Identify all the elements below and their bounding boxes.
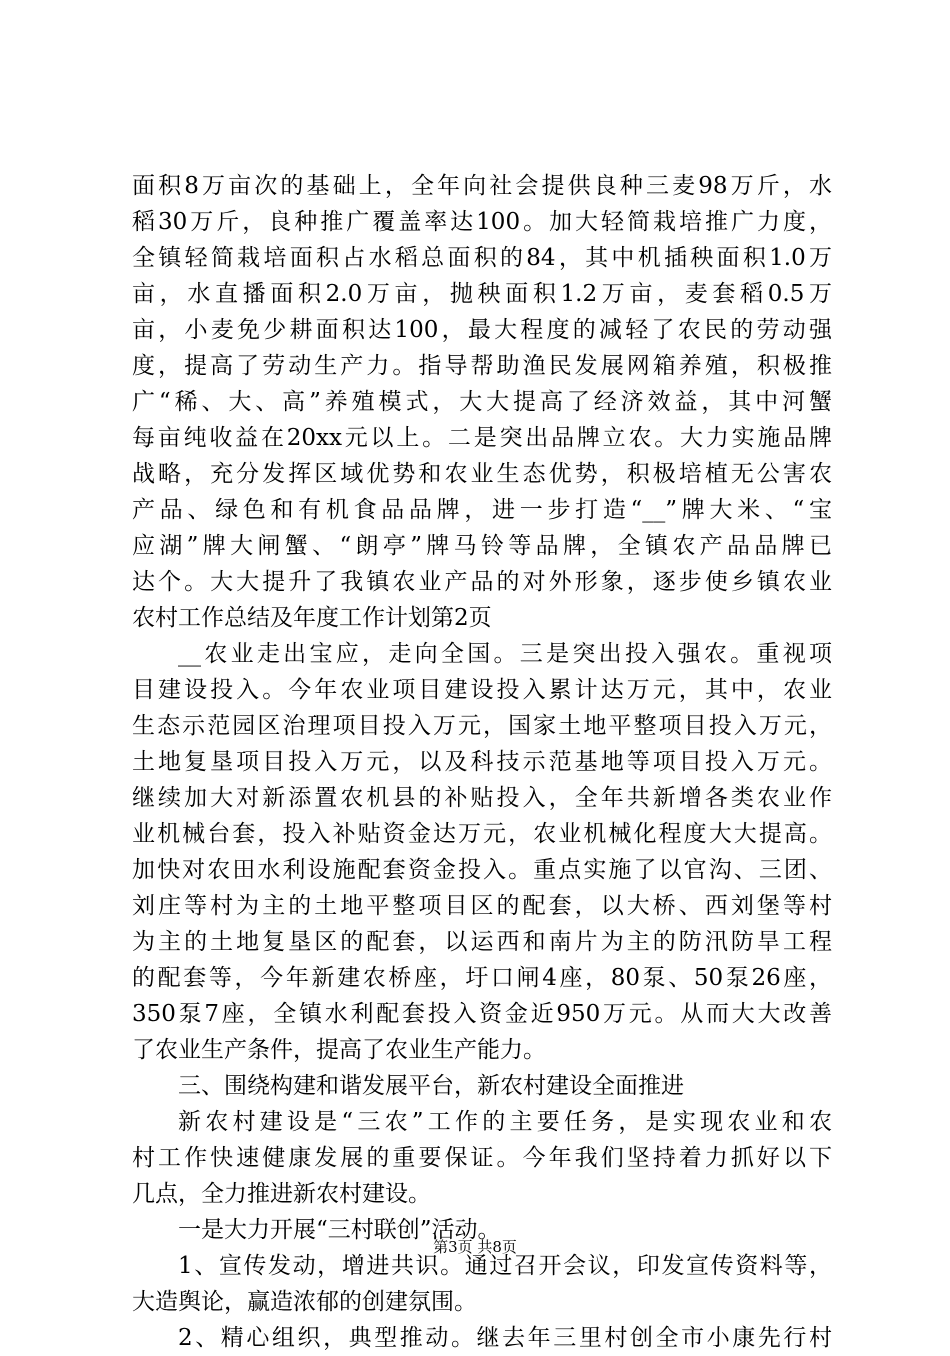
text-line: 为主的土地复垦区的配套，以运西和南片为主的防汛防旱工程	[132, 929, 832, 955]
text-line: 广“稀、大、高”养殖模式，大大提高了经济效益，其中河蟹	[132, 389, 832, 415]
text-line: 农村工作总结及年度工作计划第2页	[132, 605, 492, 631]
text-line: 土地复垦项目投入万元，以及科技示范基地等项目投入万元。	[132, 749, 832, 775]
text-line: 目建设投入。今年农业项目建设投入累计达万元，其中，农业	[132, 677, 832, 703]
text-line: 亩，水直播面积2.0万亩，抛秧面积1.2万亩，麦套稻0.5万	[132, 281, 832, 307]
text-line: 了农业生产条件，提高了农业生产能力。	[132, 1037, 546, 1063]
text-line: 度，提高了劳动生产力。指导帮助渔民发展网箱养殖，积极推	[132, 353, 832, 379]
text-line: 村工作快速健康发展的重要保证。今年我们坚持着力抓好以下	[132, 1145, 832, 1171]
text-line: 继续加大对新添置农机县的补贴投入，全年共新增各类农业作	[132, 785, 832, 811]
text-line: 刘庄等村为主的土地平整项目区的配套，以大桥、西刘堡等村	[132, 893, 832, 919]
text-line: 稻30万斤，良种推广覆盖率达100。加大轻简栽培推广力度，	[132, 209, 832, 235]
text-line: 的配套等，今年新建农桥座，圩口闸4座，80泵、50泵26座，	[132, 965, 832, 991]
text-line: 几点，全力推进新农村建设。	[132, 1181, 431, 1207]
text-line: 每亩纯收益在20xx元以上。二是突出品牌立农。大力实施品牌	[132, 425, 832, 451]
text-line: 1、宣传发动，增进共识。通过召开会议，印发宣传资料等，	[178, 1253, 832, 1279]
text-line: 产品、绿色和有机食品品牌，进一步打造“__”牌大米、“宝	[132, 497, 832, 523]
text-line: 新农村建设是“三农”工作的主要任务，是实现农业和农	[178, 1109, 832, 1135]
text-line: 亩，小麦免少耕面积达100，最大程度的减轻了农民的劳动强	[132, 317, 832, 343]
page-number-footer: 第3页 共8页	[433, 1238, 517, 1256]
body-text	[132, 168, 832, 1356]
text-line: 2、精心组织，典型推动。继去年三里村创全市小康先行村	[178, 1325, 832, 1351]
text-line: 应湖”牌大闸蟹、“朗亭”牌马铃等品牌，全镇农产品品牌已	[132, 533, 832, 559]
text-line: __农业走出宝应，走向全国。三是突出投入强农。重视项	[178, 641, 832, 667]
text-line: 350泵7座，全镇水利配套投入资金近950万元。从而大大改善	[132, 1001, 832, 1027]
text-line: 战略，充分发挥区域优势和农业生态优势，积极培植无公害农	[132, 461, 832, 487]
text-line: 达个。大大提升了我镇农业产品的对外形象，逐步使乡镇农业	[132, 569, 832, 595]
text-line: 面积8万亩次的基础上，全年向社会提供良种三麦98万斤，水	[132, 173, 832, 199]
text-line: 加快对农田水利设施配套资金投入。重点实施了以官沟、三团、	[132, 857, 832, 883]
text-line: 一是大力开展“三村联创”活动。	[178, 1217, 501, 1243]
text-line: 业机械台套，投入补贴资金达万元，农业机械化程度大大提高。	[132, 821, 832, 847]
section-heading: 三、围绕构建和谐发展平台，新农村建设全面推进	[178, 1073, 684, 1099]
text-line: 大造舆论，赢造浓郁的创建氛围。	[132, 1289, 477, 1315]
text-line: 全镇轻简栽培面积占水稻总面积的84，其中机插秧面积1.0万	[132, 245, 832, 271]
text-line: 生态示范园区治理项目投入万元，国家土地平整项目投入万元，	[132, 713, 832, 739]
